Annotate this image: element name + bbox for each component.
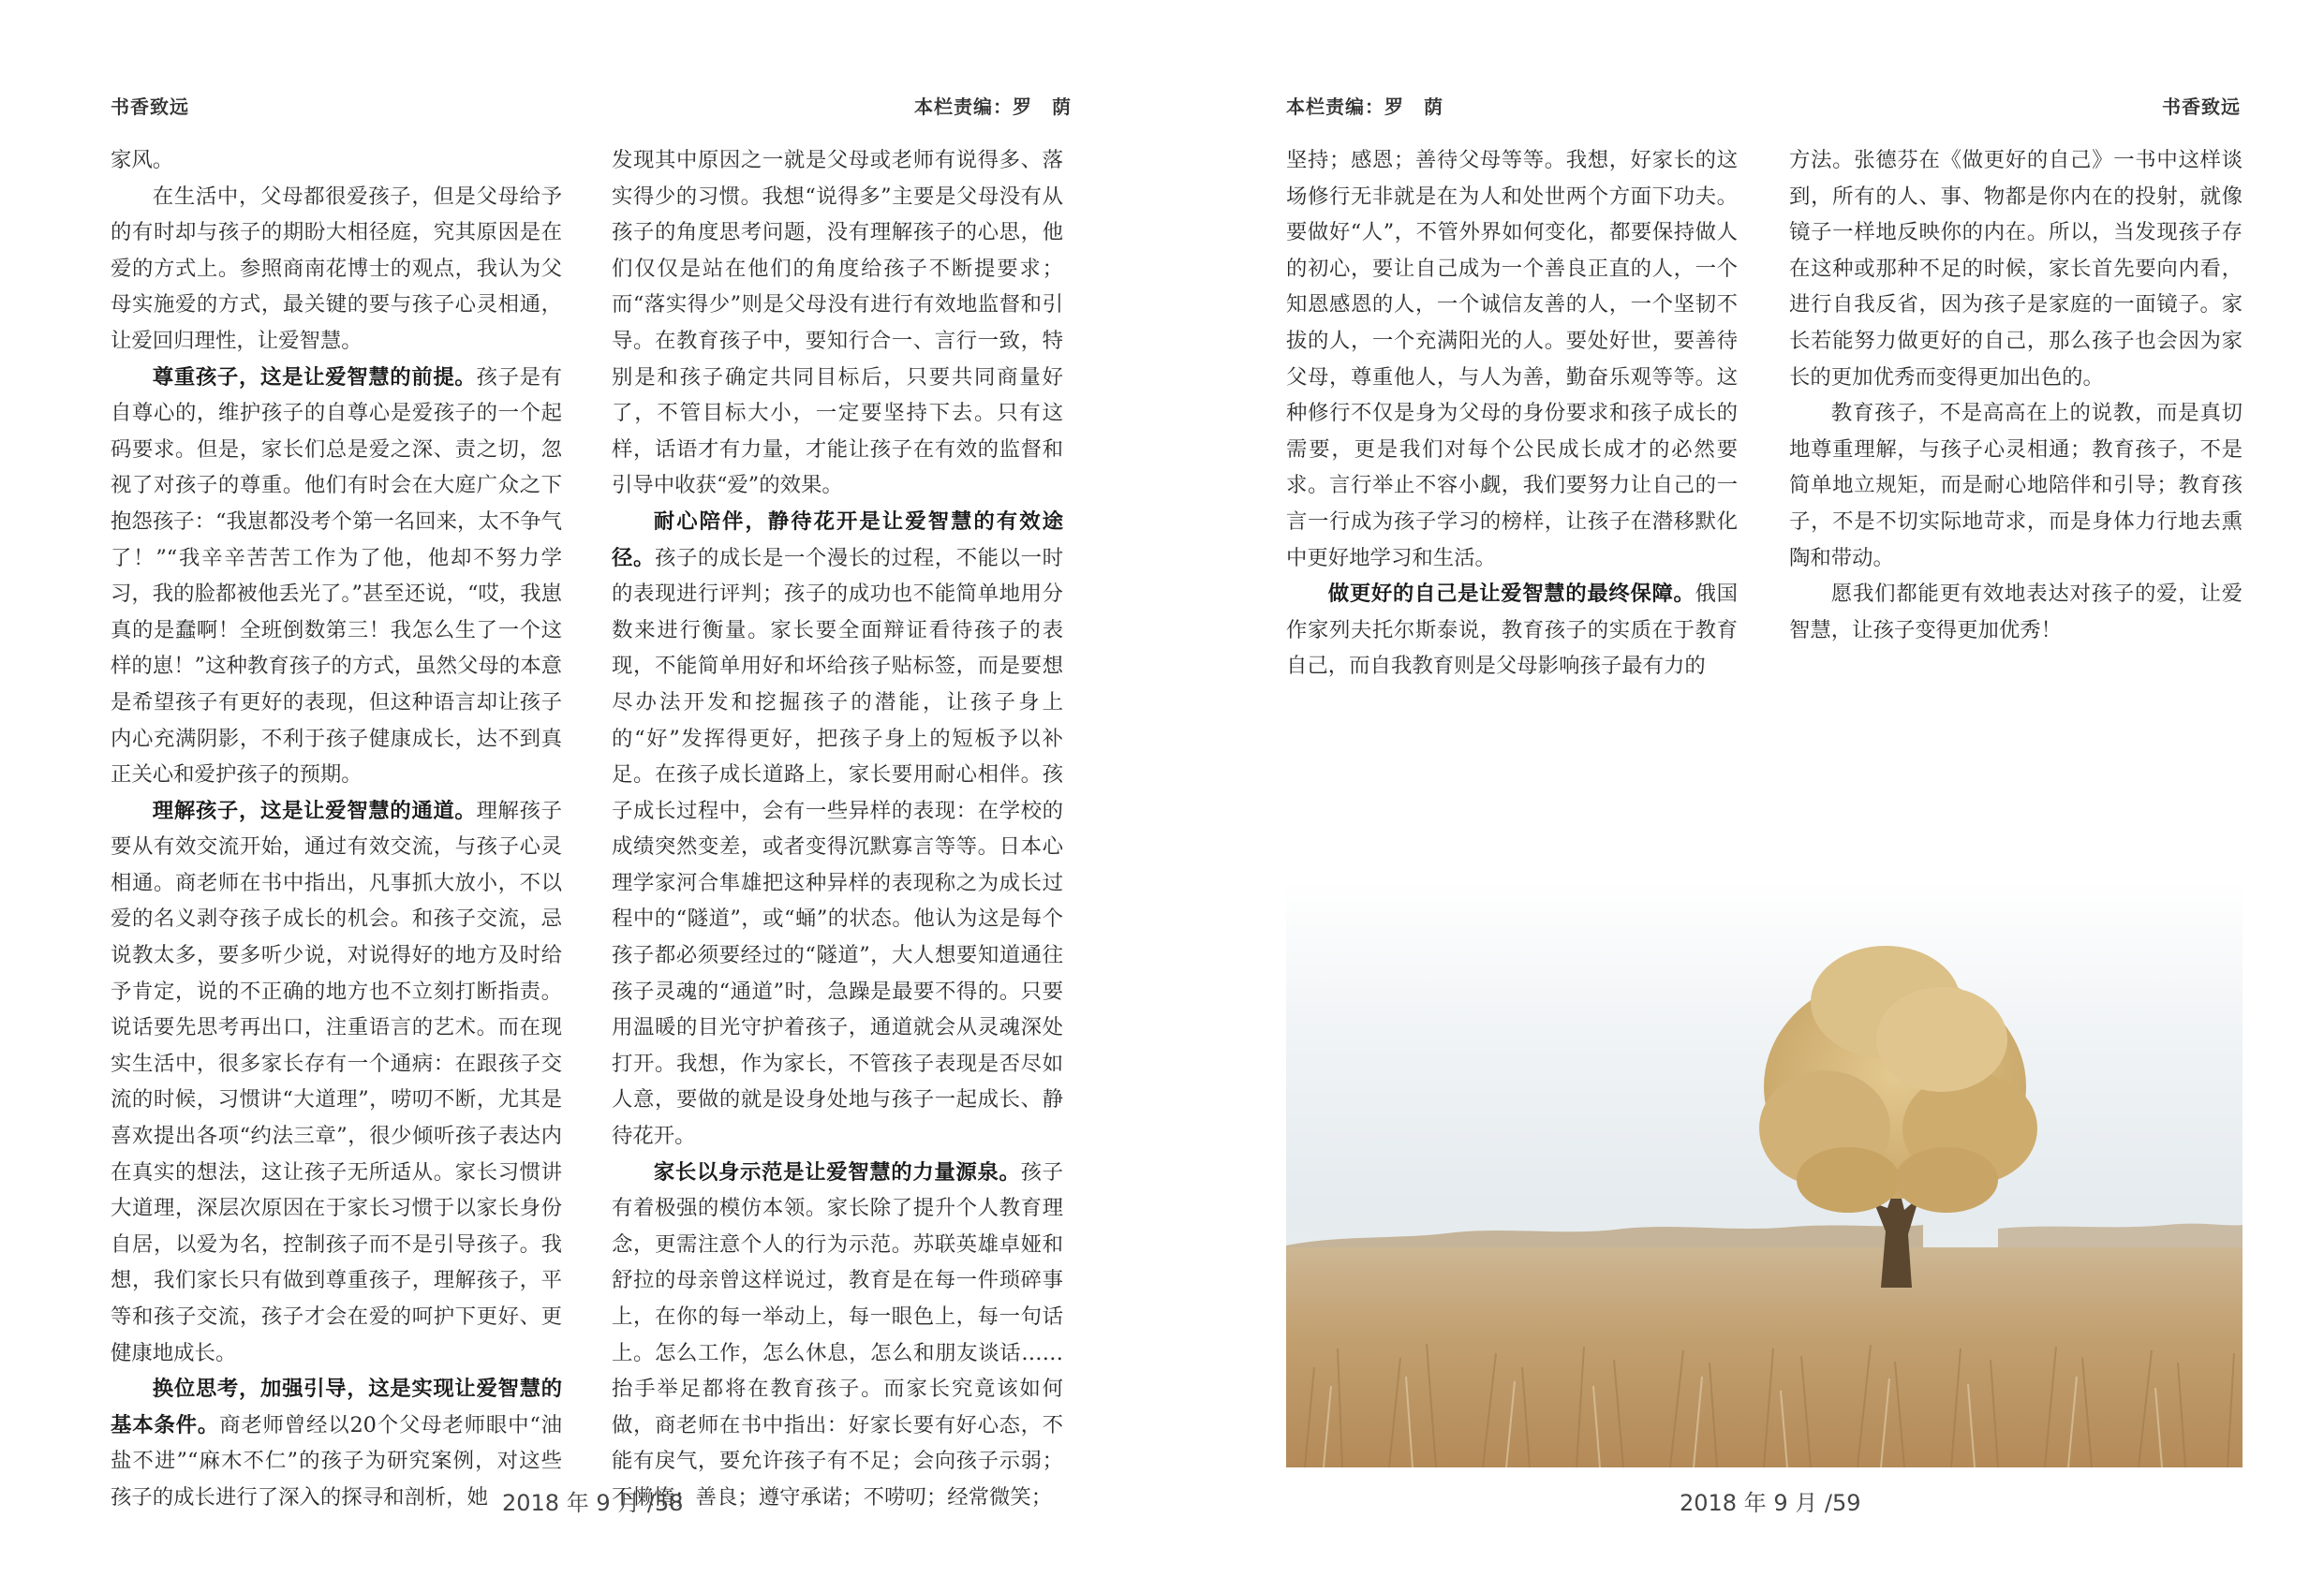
paragraph-heading: 尊重孩子，这是让爱智慧的前提。 [152, 364, 477, 390]
editor-credit: 本栏责编：罗 荫 [1286, 96, 1443, 118]
right-column-2 [1789, 142, 2243, 676]
paragraph [1789, 395, 2243, 576]
paragraph-text: 愿我们都能更有效地表达对孩子的爱，让爱智慧，让孩子变得更加优秀！ [1789, 582, 2243, 642]
left-column-1 [111, 142, 563, 1510]
paragraph-text: 商老师曾经以20个父母老师眼中“油盐不进”“麻木不仁”的孩子为研究案例，对这些孩子的成长进行了深入的探寻和剖析，她 [111, 1412, 562, 1510]
page-number: 2018 年 9 月 /59 [1680, 1490, 1861, 1516]
paragraph-text: 俄国作家列夫托尔斯泰说，教育孩子的实质在于教育自己，而自我教育则是父母影响孩子最有力的 [1286, 582, 1739, 679]
paragraph-text: 家风。 [111, 148, 174, 172]
paragraph [111, 360, 562, 793]
paragraph [612, 504, 1063, 1155]
left-column-2 [612, 142, 1064, 1510]
paragraph-text: 孩子是有自尊心的，维护孩子的自尊心是爱孩子的一个起码要求。但是，家长们总是爱之深、责之切，忽视了对孩子的尊重。他们有时会在大庭广众之下抱怨孩子：“我崽都没考个第一名回来，太不争气了！”“我辛辛苦苦工作为了他，他却不努力学习，我的脸都被他丢光了。”甚至还说，“哎，我崽真的是蠢啊！全班倒数第三！我怎么生了一个这样的崽！”这种教育孩子的方式，虽然父母的本意是希望孩子有更好的表现，但这种语言却让孩子内心充满阴影，不利于孩子健康成长，达不到真正关心和爱护孩子的预期。 [111, 364, 563, 788]
paragraph-text: 发现其中原因之一就是父母或老师有说得多、落实得少的习惯。我想“说得多”主要是父母没有从孩子的角度思考问题，没有理解孩子的心思，他们仅仅是站在他们的角度给孩子不断提要求；而“落实得少”则是父母没有进行有效地监督和引导。在教育孩子中，要知行合一、言行一致，特别是和孩子确定共同目标后，只要共同商量好了，不管目标大小，一定要坚持下去。只有这样，话语才有力量，才能让孩子在有效的监督和引导中收获“爱”的效果。 [612, 148, 1063, 498]
editor-credit: 本栏责编：罗 荫 [914, 96, 1072, 118]
right-column-1 [1286, 142, 1739, 679]
paragraph [1789, 576, 2243, 648]
paragraph [612, 142, 1063, 504]
tree-in-field-photo [1286, 880, 2243, 1467]
paragraph-heading: 做更好的自己是让爱智慧的最终保障。 [1327, 582, 1695, 607]
right-page [1162, 0, 2323, 1577]
paragraph [612, 1155, 1063, 1516]
paragraph-text: 教育孩子，不是高高在上的说教，而是真切地尊重理解，与孩子心灵相通；教育孩子，不是简单地立规矩，而是耐心地陪伴和引导；教育孩子，不是不切实际地苛求，而是身体力行地去熏陶和带动。 [1789, 401, 2243, 570]
page-number: 2018 年 9 月 /58 [502, 1490, 684, 1516]
paragraph-text: 理解孩子要从有效交流开始，通过有效交流，与孩子心灵相通。商老师在书中指出，凡事抓大放小，不以爱的名义剥夺孩子成长的机会。和孩子交流，忌说教太多，要多听少说，对说得好的地方及时给予肯定，说的不正确的地方也不立刻打断指责。说话要先思考再出口，注重语言的艺术。而在现实生活中，很多家长存有一个通病：在跟孩子交流的时候，习惯讲“大道理”，唠叨不断，尤其是喜欢提出各项“约法三章”，很少倾听孩子表达内在真实的想法，这让孩子无所适从。家长习惯讲大道理，深层次原因在于家长习惯于以家长身份自居，以爱为名，控制孩子而不是引导孩子。我想，我们家长只有做到尊重孩子，理解孩子，平等和孩子交流，孩子才会在爱的呵护下更好、更健康地成长。 [111, 798, 563, 1365]
paragraph-heading: 换位思考，加强引导，这是实现让爱智慧的基本条件。 [111, 1377, 562, 1437]
paragraph [1789, 142, 2243, 395]
paragraph-text: 坚持；感恩；善待父母等等。我想，好家长的这场修行无非就是在为人和处世两个方面下功夫。要做好“人”，不管外界如何变化，都要保持做人的初心，要让自己成为一个善良正直的人，一个知恩感恩的人，一个诚信友善的人，一个坚韧不拔的人，一个充满阳光的人。要处好世，要善待父母，尊重他人，与人为善，勤奋乐观等等。这种修行不仅是身为父母的身份要求和孩子成长的需要，更是我们对每个公民成长成才的必然要求。言行举止不容小觑，我们要努力让自己的一言一行成为孩子学习的榜样，让孩子在潜移默化中更好地学习和生活。 [1286, 148, 1738, 570]
paragraph-heading: 耐心陪伴，静待花开是让爱智慧的有效途径。 [612, 508, 1063, 570]
section-header: 书香致远 [2162, 96, 2241, 118]
paragraph-text: 方法。张德芬在《做更好的自己》一书中这样谈到，所有的人、事、物都是你内在的投射，就像镜子一样地反映你的内在。所以，当发现孩子存在这种或那种不足的时候，家长首先要向内看，进行自我反省，因为孩子是家庭的一面镜子。家长若能努力做更好的自己，那么孩子也会因为家长的更加优秀而变得更加出色的。 [1789, 148, 2243, 390]
paragraph [111, 179, 562, 360]
paragraph [111, 793, 562, 1372]
paragraph-heading: 家长以身示范是让爱智慧的力量源泉。 [653, 1159, 1021, 1185]
section-header: 书香致远 [111, 96, 189, 118]
paragraph [111, 1371, 562, 1515]
paragraph-heading: 理解孩子，这是让爱智慧的通道。 [152, 798, 477, 823]
paragraph [111, 142, 562, 179]
paragraph [1286, 142, 1738, 576]
paragraph-text: 孩子有着极强的模仿本领。家长除了提升个人教育理念，更需注意个人的行为示范。苏联英雄卓娅和舒拉的母亲曾这样说过，教育是在每一件琐碎事上，在你的每一举动上，每一眼色上，每一句话上。怎么工作，怎么休息，怎么和朋友谈话……抬手举足都将在教育孩子。而家长究竟该如何做，商老师在书中指出：好家长要有好心态，不能有戾气，要允许孩子有不足；会向孩子示弱；不懒惰；善良；遵守承诺；不唠叨；经常微笑； [612, 1159, 1064, 1510]
paragraph [1286, 576, 1738, 685]
paragraph-text: 孩子的成长是一个漫长的过程，不能以一时的表现进行评判；孩子的成功也不能简单地用分数来进行衡量。家长要全面辩证看待孩子的表现，不能简单用好和坏给孩子贴标签，而是要想尽办法开发和挖掘孩子的潜能，让孩子身上的“好”发挥得更好，把孩子身上的短板予以补足。在孩子成长道路上，家长要用耐心相伴。孩子成长过程中，会有一些异样的表现：在学校的成绩突然变差，或者变得沉默寡言等等。日本心理学家河合隼雄把这种异样的表现称之为成长过程中的“隧道”，或“蛹”的状态。他认为这是每个孩子都必须要经过的“隧道”，大人想要知道通往孩子灵魂的“通道”时，急躁是最要不得的。只要用温暖的目光守护着孩子，通道就会从灵魂深处打开。我想，作为家长，不管孩子表现是否尽如人意，要做的就是设身处地与孩子一起成长、静待花开。 [612, 545, 1064, 1149]
paragraph-text: 在生活中，父母都很爱孩子，但是父母给予的有时却与孩子的期盼大相径庭，究其原因是在爱的方式上。参照商南花博士的观点，我认为父母实施爱的方式，最关键的要与孩子心灵相通，让爱回归理性，让爱智慧。 [111, 184, 562, 353]
